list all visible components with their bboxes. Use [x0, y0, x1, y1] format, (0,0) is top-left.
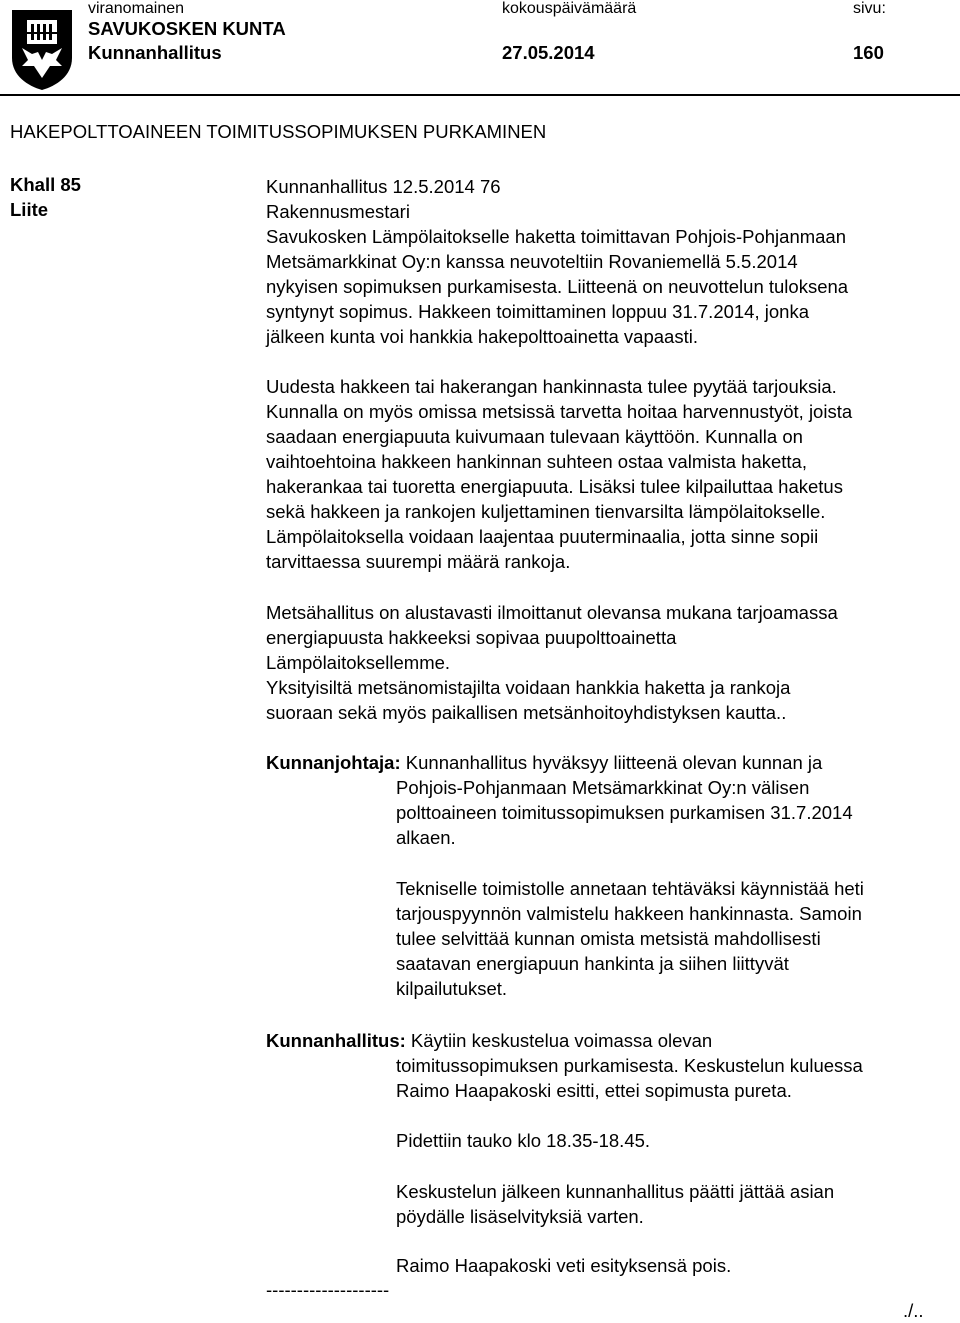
decision-first-line [266, 1028, 712, 1053]
text-line: Käytiin keskustelua voimassa olevan [410, 1030, 713, 1051]
page-number: 160 [853, 42, 884, 63]
decision-label: Kunnanhallitus: [266, 1030, 406, 1051]
attachment-label: Liite [10, 199, 49, 220]
text-line: suoraan sekä myös paikallisen metsänhoitoyhdistyksen kautta.. [266, 702, 787, 723]
text-line: tarvittaessa suurempi määrä rankoja. [266, 551, 571, 572]
text-line: Metsämarkkinat Oy:n kanssa neuvoteltiin Rovaniemellä 5.5.2014 [266, 251, 798, 272]
text-line: syntynyt sopimus. Hakkeen toimittaminen loppuu 31.7.2014, jonka [266, 301, 809, 322]
text-line: Savukosken Lämpölaitokselle haketta toimittavan Pohjois-Pohjanmaan [266, 226, 847, 247]
proposal-body [396, 775, 853, 850]
header-divider [0, 94, 960, 96]
background-paragraph [266, 174, 848, 349]
text-line: saatavan energiapuun hankinta ja siihen liittyvät [396, 953, 789, 974]
text-line: energiapuusta hakkeeksi sopivaa puupolttoainetta [266, 627, 677, 648]
governing-body-name: Kunnanhallitus [88, 42, 222, 63]
page-label: sivu: [853, 0, 886, 17]
meeting-date-label: kokouspäivämäärä [502, 0, 637, 17]
footer-separator: -------------------- [266, 1279, 390, 1300]
text-line: toimitussopimuksen purkamisesta. Keskustelun kuluessa [396, 1055, 863, 1076]
text-line: hakerankaa tai tuoretta energiapuuta. Lisäksi tulee kilpailuttaa haketus [266, 476, 843, 497]
document-title: HAKEPOLTTOAINEEN TOIMITUSSOPIMUKSEN PURKAMINEN [10, 121, 547, 142]
text-line: Yksityisiltä metsänomistajilta voidaan hankkia haketta ja rankoja [266, 677, 791, 698]
decision-after [396, 1179, 834, 1229]
text-line: Kunnanhallitus 12.5.2014 76 [266, 176, 501, 197]
text-line: kilpailutukset. [396, 978, 508, 999]
text-line: Pohjois-Pohjanmaan Metsämarkkinat Oy:n välisen [396, 777, 810, 798]
text-line: nykyisen sopimuksen purkamisesta. Liitteenä on neuvottelun tuloksena [266, 276, 849, 297]
text-line: Kunnalla on myös omissa metsissä tarvetta hoitaa harvennustyöt, joista [266, 401, 853, 422]
text-line: Rakennusmestari [266, 201, 410, 222]
text-line: Metsähallitus on alustavasti ilmoittanut olevansa mukana tarjoamassa [266, 602, 838, 623]
text-line: Uudesta hakkeen tai hakerangan hankinnasta tulee pyytää tarjouksia. [266, 376, 837, 397]
text-line: tulee selvittää kunnan omista metsistä mahdollisesti [396, 928, 821, 949]
section-number: Khall 85 [10, 174, 81, 195]
authority-label: viranomainen [88, 0, 185, 17]
text-line: polttoaineen toimitussopimuksen purkamisen 31.7.2014 [396, 802, 853, 823]
text-line: Raimo Haapakoski veti esityksensä pois. [396, 1255, 732, 1276]
decision-disqualification [396, 1253, 731, 1278]
proposal-first-line [266, 750, 822, 775]
text-line: Keskustelun jälkeen kunnanhallitus päätti jättää asian [396, 1181, 835, 1202]
municipality-name: SAVUKOSKEN KUNTA [88, 18, 286, 39]
text-line: Tekniselle toimistolle annetaan tehtäväksi käynnistää heti [396, 878, 864, 899]
text-line: tarjouspyynnön valmistelu hakkeen hankinnasta. Samoin [396, 903, 862, 924]
text-line: Raimo Haapakoski esitti, ettei sopimusta pureta. [396, 1080, 792, 1101]
meeting-date: 27.05.2014 [502, 42, 595, 63]
suppliers-paragraph [266, 600, 838, 725]
proposal-label: Kunnanjohtaja: [266, 752, 401, 773]
text-line: jälkeen kunta voi hankkia hakepolttoainetta vapaasti. [266, 326, 698, 347]
procurement-paragraph [266, 374, 852, 574]
continues-marker: ./.. [903, 1300, 924, 1321]
text-line: Lämpölaitoksellemme. [266, 652, 451, 673]
text-line: sekä hakkeen ja rankojen kuljettaminen tienvarsilta lämpölaitokselle. [266, 501, 826, 522]
text-line: Lämpölaitoksella voidaan laajentaa puuterminaalia, jotta sinne sopii [266, 526, 819, 547]
text-line: Pidettiin tauko klo 18.35-18.45. [396, 1130, 651, 1151]
text-line: alkaen. [396, 827, 456, 848]
text-line: pöydälle lisäselvityksiä varten. [396, 1206, 644, 1227]
text-line: saadaan energiapuuta kuivumaan tulevaan käyttöön. Kunnalla on [266, 426, 803, 447]
decision-pause [396, 1128, 650, 1153]
text-line: Kunnanhallitus hyväksyy liitteenä olevan kunnan ja [405, 752, 823, 773]
proposal-second-paragraph [396, 876, 864, 1001]
text-line: vaihtoehtoina hakkeen hankinnan suhteen ostaa valmista haketta, [266, 451, 807, 472]
decision-body [396, 1053, 863, 1103]
municipality-coat-of-arms-logo [10, 8, 74, 92]
